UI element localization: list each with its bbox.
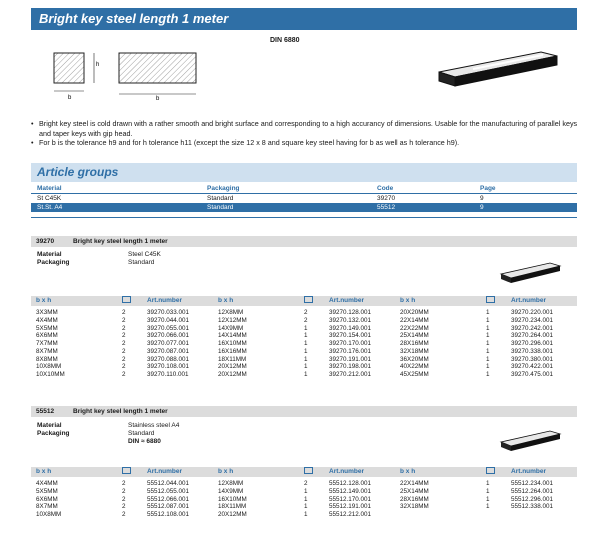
qty-cell: 2 — [122, 355, 126, 363]
size-cell: 5X5MM — [36, 324, 58, 332]
col-size: b x h — [36, 297, 52, 304]
description-item: • For b is the tolerance h9 and for h tolerance h11 (except the size 12 x 8 and square key steel having for b as well as h tolerance h9). — [31, 138, 579, 148]
size-cell: 14X9MM — [218, 487, 244, 495]
size-cell: 10X8MM — [36, 511, 62, 518]
qty-cell: 1 — [304, 324, 308, 332]
qty-cell: 1 — [304, 511, 308, 518]
art-number-cell[interactable]: 55512.128.001 — [329, 480, 372, 487]
art-number-cell[interactable]: 39270.044.001 — [147, 316, 190, 324]
size-cell: 32X18MM — [400, 503, 429, 511]
qty-cell: 2 — [122, 324, 126, 332]
qty-cell: 2 — [122, 340, 126, 347]
column-header-row — [31, 296, 577, 306]
title-banner — [31, 8, 577, 30]
size-cell: 25X14MM — [400, 332, 429, 340]
article-group-row[interactable] — [31, 194, 577, 203]
description-list — [31, 119, 579, 148]
art-number-cell[interactable]: 55512.066.001 — [147, 495, 190, 503]
qty-cell: 2 — [122, 480, 126, 487]
col-code: Code — [377, 185, 394, 192]
art-number-cell[interactable]: 39270.149.001 — [329, 324, 372, 332]
qty-cell: 1 — [486, 324, 490, 332]
size-cell: 10X8MM — [36, 363, 62, 371]
col-art: Art.number — [147, 297, 183, 304]
material-label: Material — [37, 422, 62, 429]
col-size: b x h — [400, 297, 416, 304]
size-cell: 22X14MM — [400, 316, 429, 324]
art-number-cell[interactable]: 39270.110.001 — [147, 371, 189, 378]
size-cell: 4X4MM — [36, 480, 58, 487]
qty-cell: 1 — [304, 371, 308, 378]
envelope-icon — [486, 296, 495, 303]
cross-section-drawing — [44, 44, 214, 102]
section-title: Bright key steel length 1 meter — [73, 238, 168, 245]
size-cell: 16X10MM — [218, 495, 247, 503]
col-size: b x h — [218, 297, 234, 304]
size-cell: 14X14MM — [218, 332, 247, 340]
qty-cell: 1 — [486, 340, 490, 347]
col-material: Material — [37, 185, 62, 192]
size-cell: 14X9MM — [218, 324, 244, 332]
art-number-cell[interactable]: 55512.234.001 — [511, 480, 554, 487]
material-label: Material — [37, 251, 62, 258]
art-number-cell[interactable]: 39270.234.001 — [511, 316, 554, 324]
size-cell: 28X16MM — [400, 495, 429, 503]
size-cell: 8X8MM — [36, 355, 58, 363]
col-art: Art.number — [511, 468, 547, 475]
size-cell: 16X10MM — [218, 340, 247, 347]
qty-cell: 2 — [304, 480, 308, 487]
art-number-cell[interactable]: 55512.149.001 — [329, 487, 372, 495]
qty-cell: 1 — [486, 316, 490, 324]
art-number-cell[interactable]: 39270.422.001 — [511, 363, 554, 371]
qty-cell: 1 — [304, 495, 308, 503]
packaging-label: Packaging — [37, 430, 70, 437]
code-cell: 39270 — [377, 195, 396, 202]
qty-cell: 2 — [122, 495, 126, 503]
size-cell: 32X18MM — [400, 347, 429, 355]
code-cell: 55512 — [377, 204, 396, 211]
size-cell: 40X22MM — [400, 363, 429, 371]
size-cell: 12X8MM — [218, 309, 244, 316]
dim-h: h — [96, 62, 100, 68]
column-header-row — [31, 467, 577, 477]
art-number-cell[interactable]: 39270.170.001 — [329, 340, 372, 347]
art-number-cell[interactable]: 39270.077.001 — [147, 340, 190, 347]
qty-cell: 2 — [122, 309, 126, 316]
material-value: Stainless steel A4 — [128, 422, 180, 429]
table-row — [31, 317, 577, 325]
col-art: Art.number — [329, 468, 365, 475]
size-cell: 5X5MM — [36, 487, 58, 495]
qty-cell: 2 — [304, 316, 308, 324]
description-item: • Bright key steel is cold drawn with a rather smooth and bright surface and corresponding to a high accurancy of dimensions. Usable for the manufacturing of parallel keys and taper keys with gip head. — [31, 119, 579, 138]
art-number-cell[interactable]: 55512.170.001 — [329, 495, 372, 503]
size-cell: 4X4MM — [36, 316, 58, 324]
table-row — [31, 332, 577, 340]
art-number-cell[interactable]: 39270.191.001 — [329, 355, 372, 363]
col-size: b x h — [218, 468, 234, 475]
dim-b-square: b — [68, 95, 72, 101]
material-value: Steel C45K — [128, 251, 161, 258]
art-number-cell[interactable]: 39270.264.001 — [511, 332, 554, 340]
qty-cell: 1 — [304, 487, 308, 495]
table-row — [31, 356, 577, 364]
table-row — [31, 488, 577, 496]
art-number-cell[interactable]: 39270.212.001 — [329, 371, 372, 378]
table-row — [31, 309, 577, 317]
art-number-cell[interactable]: 39270.132.001 — [329, 316, 372, 324]
size-cell: 20X12MM — [218, 511, 247, 518]
envelope-icon — [304, 296, 313, 303]
qty-cell: 2 — [122, 487, 126, 495]
size-cell: 8X7MM — [36, 503, 58, 511]
size-cell: 8X7MM — [36, 347, 58, 355]
size-cell: 45X25MM — [400, 371, 429, 378]
qty-cell: 2 — [122, 511, 126, 518]
size-cell: 12X12MM — [218, 316, 247, 324]
article-group-row-selected[interactable] — [31, 203, 577, 212]
page-cell: 9 — [480, 195, 484, 202]
table-row — [31, 511, 577, 519]
article-groups-header — [31, 163, 577, 182]
table-row — [31, 371, 577, 379]
art-number-cell[interactable]: 39270.296.001 — [511, 340, 554, 347]
col-size: b x h — [36, 468, 52, 475]
article-groups-table — [31, 184, 577, 212]
art-number-cell[interactable]: 39270.338.001 — [511, 347, 554, 355]
size-cell: 20X20MM — [400, 309, 429, 316]
section-code: 55512 — [36, 408, 55, 415]
col-art: Art.number — [329, 297, 365, 304]
qty-cell: 2 — [122, 332, 126, 340]
art-number-cell[interactable]: 39270.176.001 — [329, 347, 372, 355]
packaging-label: Packaging — [37, 259, 70, 266]
packaging-value: Standard — [128, 430, 155, 437]
art-number-cell[interactable]: 39270.088.001 — [147, 355, 190, 363]
art-number-cell[interactable]: 39270.154.001 — [329, 332, 372, 340]
qty-cell: 1 — [486, 347, 490, 355]
art-number-cell[interactable]: 55512.296.001 — [511, 495, 554, 503]
size-cell: 10X10MM — [36, 371, 65, 378]
envelope-icon — [122, 467, 131, 474]
qty-cell: 1 — [304, 340, 308, 347]
din-value: DIN ≈ 6880 — [128, 438, 161, 445]
art-number-cell[interactable]: 55512.055.001 — [147, 487, 190, 495]
section-title: Bright key steel length 1 meter — [73, 408, 168, 415]
art-number-cell[interactable]: 39270.475.001 — [511, 371, 554, 378]
size-cell: 36X20MM — [400, 355, 429, 363]
table-row — [31, 340, 577, 348]
size-cell: 7X7MM — [36, 340, 58, 347]
table-row — [31, 363, 577, 371]
qty-cell: 1 — [304, 332, 308, 340]
size-cell: 20X12MM — [218, 371, 247, 378]
key-steel-illustration — [433, 44, 563, 88]
qty-cell: 1 — [486, 355, 490, 363]
art-number-cell[interactable]: 55512.338.001 — [511, 503, 554, 511]
material-cell: St C45K — [37, 195, 62, 202]
qty-cell: 1 — [486, 487, 490, 495]
product-thumbnail — [498, 258, 564, 284]
col-art: Art.number — [511, 297, 547, 304]
col-packaging: Packaging — [207, 185, 240, 192]
table-row — [31, 325, 577, 333]
size-cell: 3X3MM — [36, 309, 58, 316]
packaging-value: Standard — [128, 259, 155, 266]
size-cell: 18X11MM — [218, 503, 247, 511]
table-row — [31, 480, 577, 488]
qty-cell: 1 — [304, 363, 308, 371]
art-number-cell[interactable]: 39270.087.001 — [147, 347, 190, 355]
size-cell: 16X16MM — [218, 347, 247, 355]
art-number-cell[interactable]: 39270.055.001 — [147, 324, 190, 332]
section-header-55512 — [31, 406, 577, 417]
art-number-cell[interactable]: 39270.033.001 — [147, 309, 190, 316]
size-cell: 22X22MM — [400, 324, 429, 332]
page-cell: 9 — [480, 204, 484, 211]
size-cell: 22X14MM — [400, 480, 429, 487]
size-cell: 6X6MM — [36, 332, 58, 340]
art-number-cell[interactable]: 39270.242.001 — [511, 324, 554, 332]
qty-cell: 2 — [304, 309, 308, 316]
size-cell: 20X12MM — [218, 363, 247, 371]
article-table-39270 — [31, 309, 577, 379]
qty-cell: 1 — [304, 503, 308, 511]
qty-cell: 1 — [304, 355, 308, 363]
article-table-55512 — [31, 480, 577, 519]
qty-cell: 1 — [486, 371, 490, 378]
dim-b-rect: b — [156, 96, 160, 102]
art-number-cell[interactable]: 39270.108.001 — [147, 363, 190, 371]
table-row — [31, 496, 577, 504]
qty-cell: 2 — [122, 503, 126, 511]
packaging-cell: Standard — [207, 195, 234, 202]
col-page: Page — [480, 185, 496, 192]
section-code: 39270 — [36, 238, 55, 245]
table-row — [31, 503, 577, 511]
col-size: b x h — [400, 468, 416, 475]
page-title: Bright key steel length 1 meter — [39, 11, 229, 26]
din-label: DIN 6880 — [270, 37, 300, 44]
qty-cell: 2 — [122, 316, 126, 324]
size-cell: 18X11MM — [218, 355, 247, 363]
qty-cell: 1 — [486, 495, 490, 503]
art-number-cell[interactable]: 39270.220.001 — [511, 309, 554, 316]
size-cell: 25X14MM — [400, 487, 429, 495]
qty-cell: 1 — [486, 332, 490, 340]
material-cell: St.St. A4 — [37, 204, 63, 211]
article-groups-header-row — [31, 184, 577, 194]
envelope-icon — [304, 467, 313, 474]
envelope-icon — [486, 467, 495, 474]
art-number-cell[interactable]: 55512.212.001 — [329, 511, 372, 518]
size-cell: 12X8MM — [218, 480, 244, 487]
art-number-cell[interactable]: 55512.108.001 — [147, 511, 190, 518]
section-header-39270 — [31, 236, 577, 247]
art-number-cell[interactable]: 39270.380.001 — [511, 355, 554, 363]
qty-cell: 2 — [122, 371, 126, 378]
qty-cell: 1 — [486, 309, 490, 316]
art-number-cell[interactable]: 39270.128.001 — [329, 309, 372, 316]
qty-cell: 2 — [122, 347, 126, 355]
qty-cell: 1 — [486, 363, 490, 371]
product-thumbnail — [498, 426, 564, 452]
size-cell: 6X6MM — [36, 495, 58, 503]
art-number-cell[interactable]: 55512.191.001 — [329, 503, 372, 511]
art-number-cell[interactable]: 55512.087.001 — [147, 503, 190, 511]
qty-cell: 1 — [486, 503, 490, 511]
article-groups-title: Article groups — [37, 165, 119, 179]
art-number-cell[interactable]: 55512.264.001 — [511, 487, 554, 495]
art-number-cell[interactable]: 39270.066.001 — [147, 332, 190, 340]
table-row — [31, 348, 577, 356]
qty-cell: 1 — [304, 347, 308, 355]
art-number-cell[interactable]: 55512.044.001 — [147, 480, 190, 487]
envelope-icon — [122, 296, 131, 303]
qty-cell: 1 — [486, 480, 490, 487]
packaging-cell: Standard — [207, 204, 234, 211]
size-cell: 28X16MM — [400, 340, 429, 347]
qty-cell: 2 — [122, 363, 126, 371]
col-art: Art.number — [147, 468, 183, 475]
art-number-cell[interactable]: 39270.198.001 — [329, 363, 372, 371]
